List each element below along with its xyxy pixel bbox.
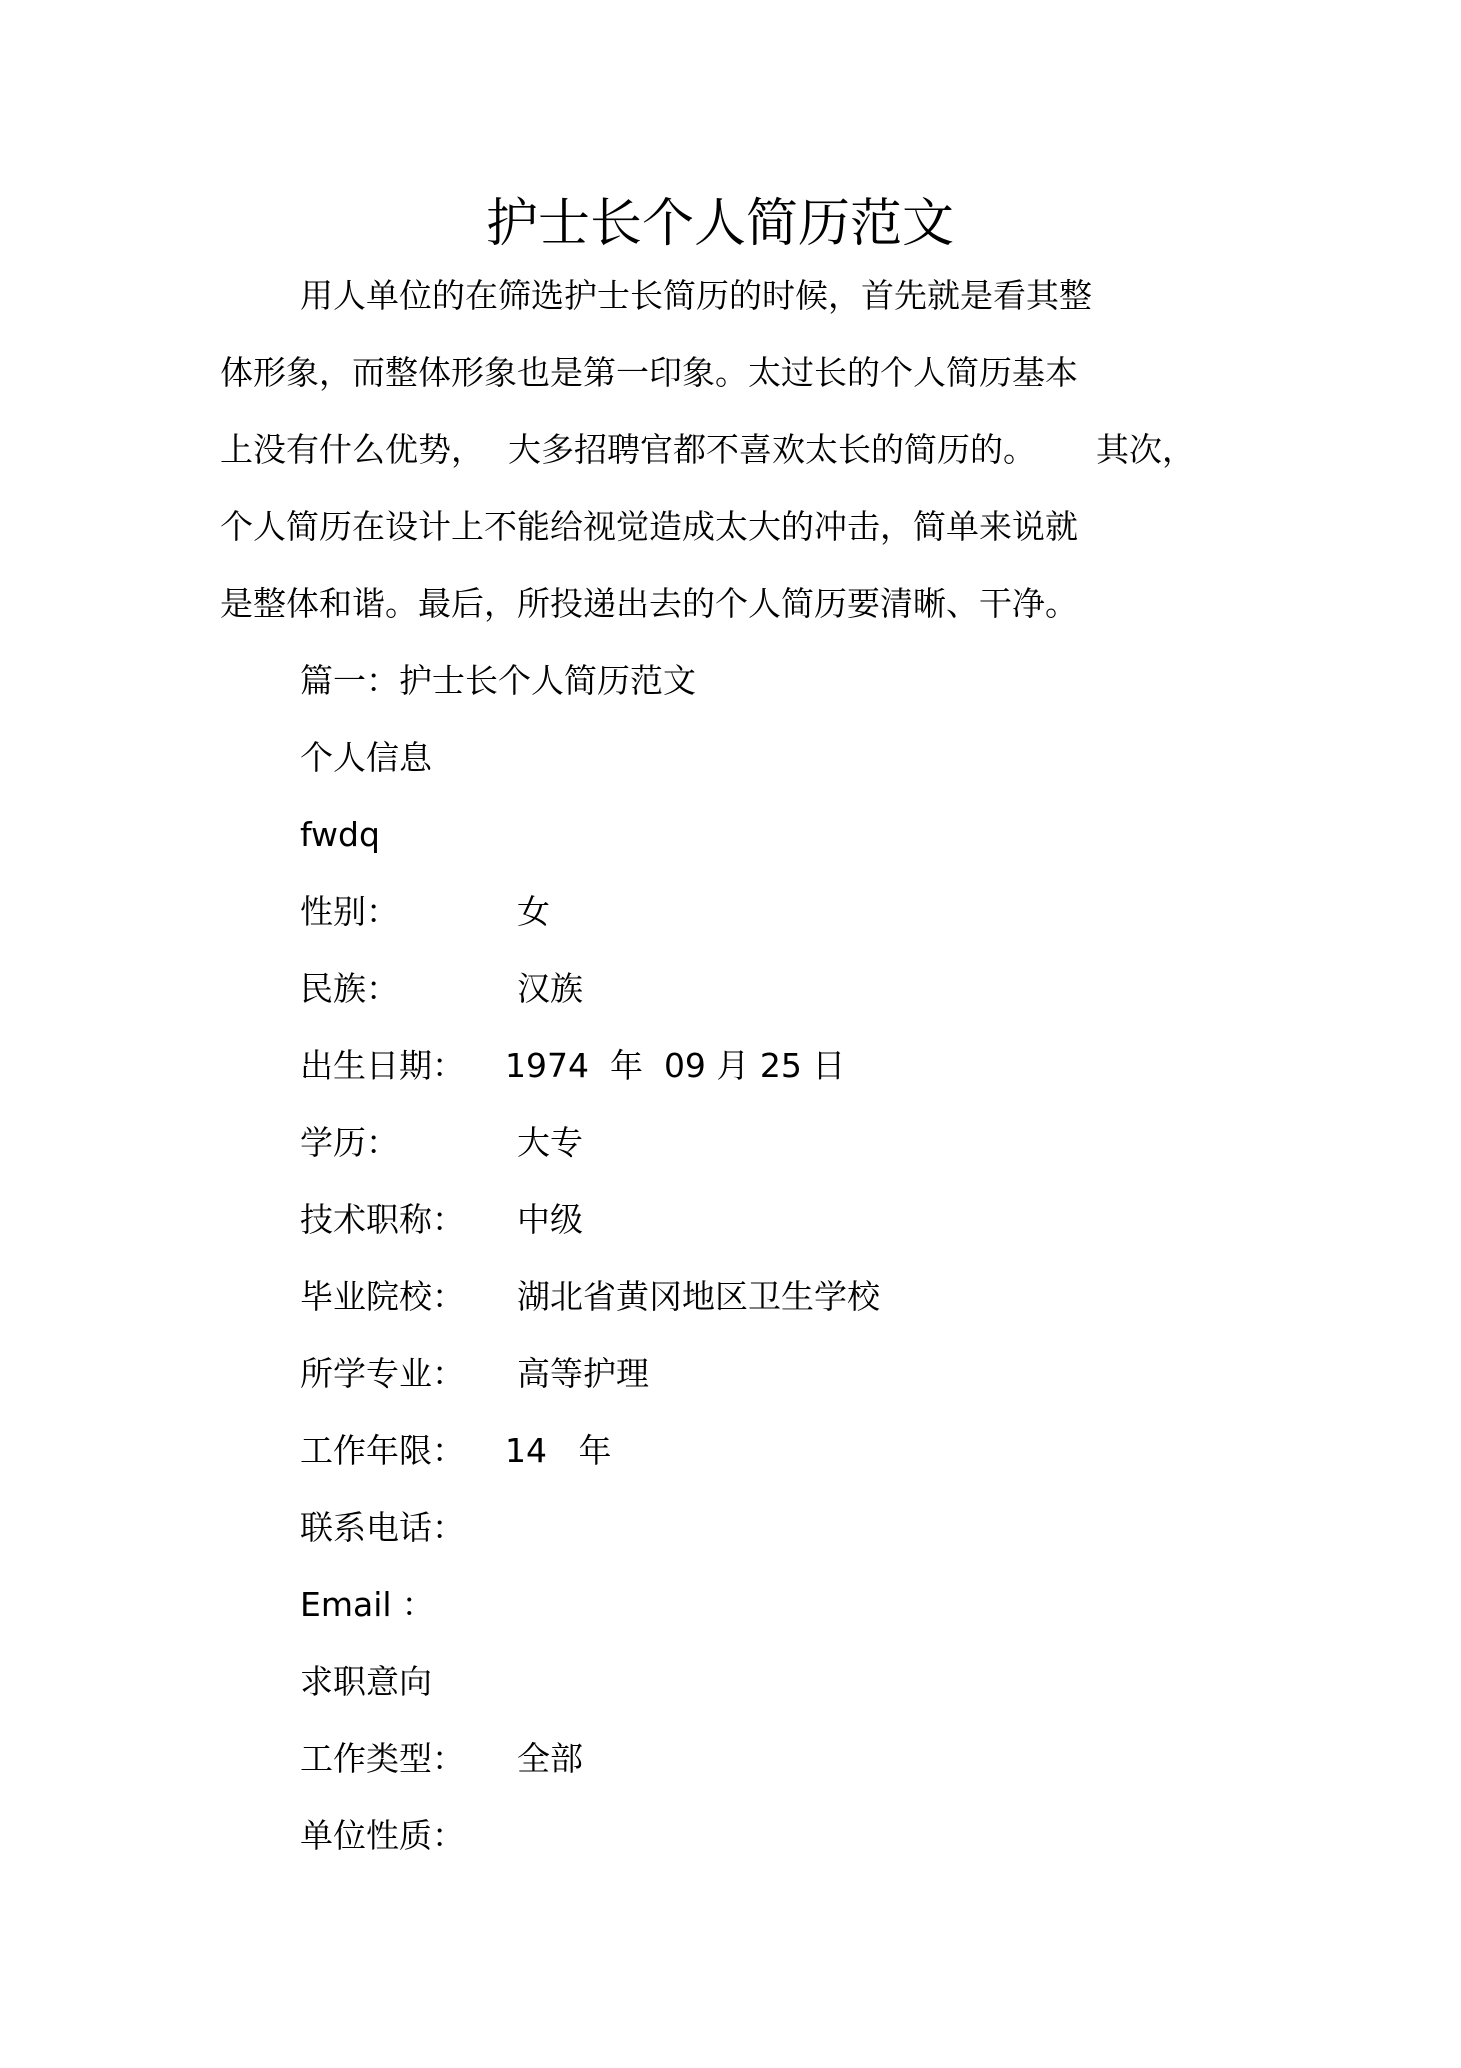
intro-line: 个人简历在设计上不能给视觉造成太大的冲击，简单来说就	[220, 507, 1078, 546]
education-row	[300, 1115, 1300, 1192]
intro-line: 体形象，而整体形象也是第一印象。太过长的个人简历基本	[220, 353, 1078, 392]
major-value: 高等护理	[517, 1354, 649, 1393]
intro-paragraph	[220, 268, 1250, 653]
ethnicity-row	[300, 961, 1300, 1038]
years-label: 工作年限：	[300, 1431, 465, 1470]
ethnicity-label: 民族：	[300, 969, 399, 1008]
birth-row	[300, 1038, 1300, 1115]
education-label: 学历：	[300, 1123, 399, 1162]
title-level-row	[300, 1192, 1300, 1269]
intro-line-segment: 上没有什么优势，	[220, 430, 484, 469]
job-type-row	[300, 1731, 1300, 1808]
intro-line-segment: 大多招聘官都不喜欢太长的简历的。	[508, 430, 1036, 469]
personal-info-heading: 个人信息	[300, 738, 432, 777]
name-field: fwdq	[300, 815, 380, 854]
school-label: 毕业院校：	[300, 1277, 465, 1316]
gender-label: 性别：	[300, 892, 399, 931]
email-label: Email	[300, 1585, 392, 1624]
title-level-label: 技术职称：	[300, 1200, 465, 1239]
ethnicity-value: 汉族	[517, 969, 583, 1008]
intro-line: 是整体和谐。最后，所投递出去的个人简历要清晰、干净。	[220, 584, 1078, 623]
phone-row	[300, 1500, 1300, 1577]
email-colon: ：	[401, 1585, 435, 1624]
school-row	[300, 1269, 1300, 1346]
job-type-value: 全部	[517, 1739, 583, 1778]
birth-label: 出生日期：	[300, 1046, 465, 1085]
email-row	[300, 1577, 1300, 1654]
section-heading: 篇一：护士长个人简历范文	[300, 661, 696, 700]
gender-value: 女	[517, 892, 550, 931]
job-type-label: 工作类型：	[300, 1739, 465, 1778]
years-value: 14 年	[505, 1431, 612, 1470]
company-type-label: 单位性质：	[300, 1816, 465, 1855]
document-title: 护士长个人简历范文	[485, 194, 954, 254]
company-type-row	[300, 1808, 1300, 1885]
gender-row	[300, 884, 1300, 961]
education-value: 大专	[517, 1123, 583, 1162]
school-value: 湖北省黄冈地区卫生学校	[517, 1277, 880, 1316]
phone-label: 联系电话：	[300, 1508, 465, 1547]
major-row	[300, 1346, 1300, 1423]
intro-line: 用人单位的在筛选护士长简历的时候，首先就是看其整	[300, 276, 1092, 315]
resume-body	[300, 653, 1300, 1885]
intro-line	[220, 422, 1250, 499]
intent-heading: 求职意向	[300, 1662, 432, 1701]
birth-value: 1974 年 09 月 25 日	[505, 1046, 846, 1085]
major-label: 所学专业：	[300, 1354, 465, 1393]
intro-line-segment: 其次，	[1096, 430, 1195, 469]
years-row	[300, 1423, 1300, 1500]
title-level-value: 中级	[517, 1200, 583, 1239]
